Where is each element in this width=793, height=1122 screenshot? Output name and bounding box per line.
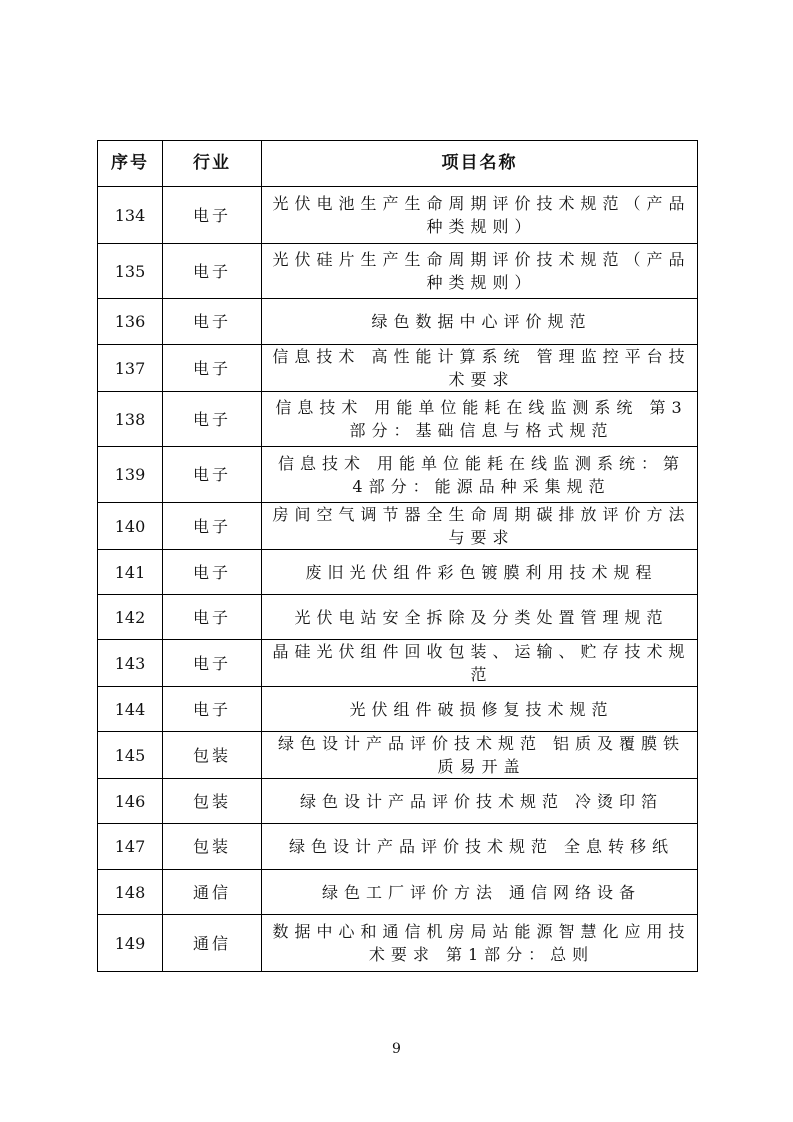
table-row (98, 779, 698, 824)
row-project-name: 绿色设计产品评价技术规范 铝质及覆膜铁质易开盖 (262, 732, 698, 779)
row-number: 136 (98, 299, 163, 345)
row-industry: 电子 (163, 345, 262, 392)
row-project-name: 光伏电站安全拆除及分类处置管理规范 (262, 595, 698, 640)
table-row (98, 244, 698, 299)
table-row (98, 824, 698, 870)
table-row (98, 503, 698, 550)
row-number: 140 (98, 503, 163, 550)
row-industry: 电子 (163, 687, 262, 732)
row-industry: 电子 (163, 392, 262, 447)
header-project-name: 项目名称 (262, 141, 698, 187)
table-row (98, 345, 698, 392)
table-row (98, 915, 698, 972)
row-project-name: 光伏组件破损修复技术规范 (262, 687, 698, 732)
table-row (98, 447, 698, 503)
table-row (98, 732, 698, 779)
row-project-name: 数据中心和通信机房局站能源智慧化应用技术要求 第1部分：总则 (262, 915, 698, 972)
header-industry: 行业 (163, 141, 262, 187)
table-row (98, 640, 698, 687)
row-number: 144 (98, 687, 163, 732)
row-number: 147 (98, 824, 163, 870)
row-number: 145 (98, 732, 163, 779)
row-industry: 电子 (163, 244, 262, 299)
row-project-name: 废旧光伏组件彩色镀膜利用技术规程 (262, 550, 698, 595)
table-row (98, 550, 698, 595)
table-row (98, 687, 698, 732)
row-industry: 电子 (163, 299, 262, 345)
table-row (98, 187, 698, 244)
row-industry: 电子 (163, 187, 262, 244)
row-industry: 电子 (163, 447, 262, 503)
row-industry: 包装 (163, 779, 262, 824)
row-industry: 电子 (163, 503, 262, 550)
row-project-name: 晶硅光伏组件回收包装、运输、贮存技术规范 (262, 640, 698, 687)
row-industry: 包装 (163, 824, 262, 870)
row-number: 138 (98, 392, 163, 447)
row-industry: 包装 (163, 732, 262, 779)
row-project-name: 光伏硅片生产生命周期评价技术规范（产品种类规则） (262, 244, 698, 299)
table-row (98, 299, 698, 345)
row-project-name: 绿色数据中心评价规范 (262, 299, 698, 345)
row-number: 137 (98, 345, 163, 392)
table-row (98, 392, 698, 447)
row-industry: 通信 (163, 870, 262, 915)
table-row (98, 870, 698, 915)
row-project-name: 信息技术 用能单位能耗在线监测系统 第3部分：基础信息与格式规范 (262, 392, 698, 447)
row-project-name: 光伏电池生产生命周期评价技术规范（产品种类规则） (262, 187, 698, 244)
row-industry: 电子 (163, 640, 262, 687)
row-number: 141 (98, 550, 163, 595)
row-industry: 电子 (163, 595, 262, 640)
row-number: 149 (98, 915, 163, 972)
row-project-name: 绿色工厂评价方法 通信网络设备 (262, 870, 698, 915)
row-industry: 通信 (163, 915, 262, 972)
row-number: 139 (98, 447, 163, 503)
row-number: 143 (98, 640, 163, 687)
row-number: 135 (98, 244, 163, 299)
row-number: 148 (98, 870, 163, 915)
row-project-name: 信息技术 用能单位能耗在线监测系统：第4部分：能源品种采集规范 (262, 447, 698, 503)
header-number: 序号 (98, 141, 163, 187)
row-number: 146 (98, 779, 163, 824)
table-row (98, 595, 698, 640)
row-project-name: 绿色设计产品评价技术规范 冷烫印箔 (262, 779, 698, 824)
row-number: 142 (98, 595, 163, 640)
row-industry: 电子 (163, 550, 262, 595)
table-header-row (98, 141, 698, 187)
row-project-name: 信息技术 高性能计算系统 管理监控平台技术要求 (262, 345, 698, 392)
standards-table (97, 140, 698, 972)
row-number: 134 (98, 187, 163, 244)
page-number: 9 (392, 1041, 401, 1057)
row-project-name: 绿色设计产品评价技术规范 全息转移纸 (262, 824, 698, 870)
row-project-name: 房间空气调节器全生命周期碳排放评价方法与要求 (262, 503, 698, 550)
